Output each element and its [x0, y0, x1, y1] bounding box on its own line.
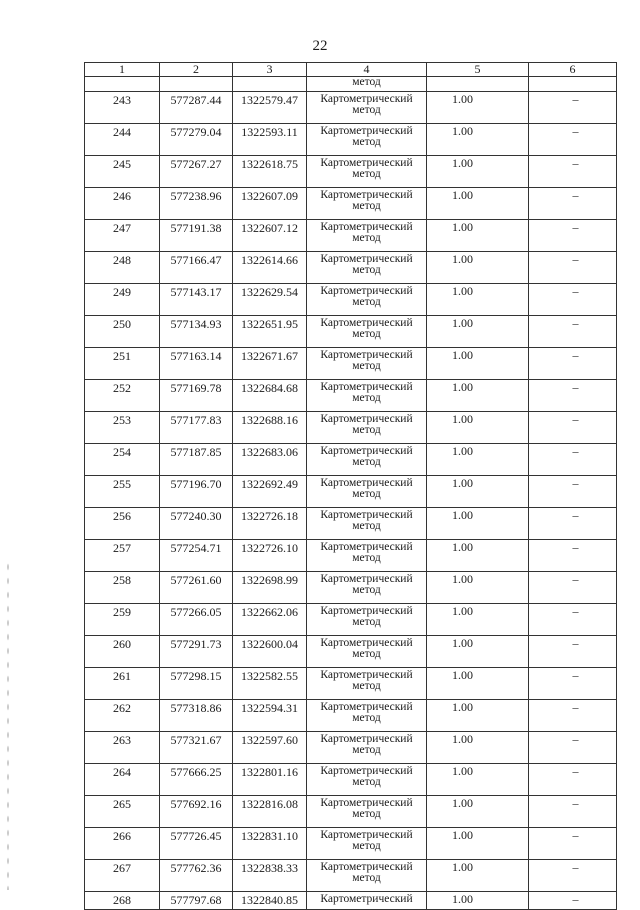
method-cell: [307, 476, 427, 508]
y-coordinate-cell: 1322607.09: [233, 188, 307, 220]
table-row: [85, 604, 617, 636]
point-number-cell: 264: [85, 764, 160, 796]
precision-cell: 1.00: [427, 892, 529, 910]
method-line-2: метод: [352, 296, 381, 308]
point-number-cell: 262: [85, 700, 160, 732]
method-line-1: Картометрический: [320, 765, 413, 777]
column-header-method: 4: [307, 63, 427, 77]
method-line-1: Картометрический: [320, 317, 413, 329]
point-number-cell: 255: [85, 476, 160, 508]
x-coordinate-cell: 577187.85: [160, 444, 233, 476]
description-dash: –: [572, 860, 579, 874]
column-header-description: 6: [529, 63, 617, 77]
method-line-2: метод: [352, 328, 381, 340]
y-coordinate-cell: 1322582.55: [233, 668, 307, 700]
x-coordinate-cell: 577240.30: [160, 508, 233, 540]
description-cell: [529, 572, 617, 604]
y-coordinate-cell: 1322651.95: [233, 316, 307, 348]
table-row: [85, 764, 617, 796]
x-coordinate-cell: 577762.36: [160, 860, 233, 892]
method-cell: [307, 732, 427, 764]
table-row: [85, 732, 617, 764]
description-cell: [529, 380, 617, 412]
precision-cell: 1.00: [427, 828, 529, 860]
x-coordinate-cell: 577177.83: [160, 412, 233, 444]
description-cell: [529, 668, 617, 700]
description-cell: [529, 220, 617, 252]
description-cell: [529, 604, 617, 636]
point-number-cell: 251: [85, 348, 160, 380]
point-number-cell: 257: [85, 540, 160, 572]
method-line-1: Картометрический: [320, 157, 413, 169]
y-coordinate-cell: 1322600.04: [233, 636, 307, 668]
method-cell: [307, 828, 427, 860]
y-coordinate-cell: 1322698.99: [233, 572, 307, 604]
point-number-cell: 259: [85, 604, 160, 636]
point-number-cell: 249: [85, 284, 160, 316]
method-cell: [307, 124, 427, 156]
continuation-row: [85, 77, 617, 92]
point-number-cell: 250: [85, 316, 160, 348]
description-dash: –: [572, 508, 579, 522]
point-number-cell: 268: [85, 892, 160, 910]
y-coordinate-cell: 1322816.08: [233, 796, 307, 828]
y-coordinate-cell: 1322594.31: [233, 700, 307, 732]
method-line-2: метод: [352, 456, 381, 468]
column-header-x: 2: [160, 63, 233, 77]
y-coordinate-cell: 1322838.33: [233, 860, 307, 892]
table-row: [85, 252, 617, 284]
description-dash: –: [572, 412, 579, 426]
method-cell: [307, 604, 427, 636]
table-row: [85, 124, 617, 156]
precision-cell: 1.00: [427, 540, 529, 572]
point-number-cell: 265: [85, 796, 160, 828]
method-line-2: метод: [352, 392, 381, 404]
table-row: [85, 284, 617, 316]
x-coordinate-cell: 577318.86: [160, 700, 233, 732]
point-number-cell: 246: [85, 188, 160, 220]
table-row: [85, 188, 617, 220]
table-row: [85, 476, 617, 508]
method-line-2: метод: [352, 104, 381, 116]
method-line-1: Картометрический: [320, 189, 413, 201]
precision-cell: 1.00: [427, 124, 529, 156]
table-row: [85, 316, 617, 348]
precision-cell: 1.00: [427, 252, 529, 284]
description-dash: –: [572, 380, 579, 394]
description-cell: [529, 188, 617, 220]
continuation-method: метод: [307, 77, 427, 92]
description-cell: [529, 636, 617, 668]
description-dash: –: [572, 220, 579, 234]
x-coordinate-cell: 577279.04: [160, 124, 233, 156]
method-line-2: метод: [352, 840, 381, 852]
point-number-cell: 267: [85, 860, 160, 892]
method-line-1: Картометрический: [320, 797, 413, 809]
method-line-1: Картометрический: [320, 285, 413, 297]
description-dash: –: [572, 476, 579, 490]
description-cell: [529, 124, 617, 156]
point-number-cell: 245: [85, 156, 160, 188]
y-coordinate-cell: 1322614.66: [233, 252, 307, 284]
x-coordinate-cell: 577261.60: [160, 572, 233, 604]
precision-cell: 1.00: [427, 92, 529, 124]
description-cell: [529, 476, 617, 508]
description-cell: [529, 860, 617, 892]
x-coordinate-cell: 577726.45: [160, 828, 233, 860]
description-cell: [529, 444, 617, 476]
point-number-cell: 247: [85, 220, 160, 252]
method-line-1: Картометрический: [320, 701, 413, 713]
point-number-cell: 254: [85, 444, 160, 476]
description-dash: –: [572, 92, 579, 106]
x-coordinate-cell: 577266.05: [160, 604, 233, 636]
description-dash: –: [572, 156, 579, 170]
description-dash: –: [572, 284, 579, 298]
precision-cell: 1.00: [427, 604, 529, 636]
description-dash: –: [572, 796, 579, 810]
table-row: [85, 444, 617, 476]
description-cell: [529, 316, 617, 348]
method-line-2: метод: [352, 648, 381, 660]
precision-cell: 1.00: [427, 316, 529, 348]
method-cell: [307, 92, 427, 124]
method-line-1: Картометрический: [320, 669, 413, 681]
method-cell: [307, 316, 427, 348]
method-line-2: метод: [352, 584, 381, 596]
description-dash: –: [572, 252, 579, 266]
table-row: [85, 540, 617, 572]
method-cell: [307, 796, 427, 828]
column-header-precision: 5: [427, 63, 529, 77]
table-row: [85, 700, 617, 732]
x-coordinate-cell: 577191.38: [160, 220, 233, 252]
method-line-2: метод: [352, 232, 381, 244]
point-number-cell: 244: [85, 124, 160, 156]
y-coordinate-cell: 1322726.18: [233, 508, 307, 540]
method-cell: [307, 252, 427, 284]
method-cell: [307, 412, 427, 444]
table-row: [85, 860, 617, 892]
description-dash: –: [572, 668, 579, 682]
method-line-2: метод: [352, 616, 381, 628]
x-coordinate-cell: 577298.15: [160, 668, 233, 700]
precision-cell: 1.00: [427, 412, 529, 444]
description-cell: [529, 828, 617, 860]
y-coordinate-cell: 1322801.16: [233, 764, 307, 796]
method-line-1: Картометрический: [320, 733, 413, 745]
table-row: [85, 348, 617, 380]
x-coordinate-cell: 577291.73: [160, 636, 233, 668]
point-number-cell: 260: [85, 636, 160, 668]
x-coordinate-cell: 577169.78: [160, 380, 233, 412]
precision-cell: 1.00: [427, 636, 529, 668]
description-cell: [529, 284, 617, 316]
description-cell: [529, 764, 617, 796]
method-line-2: метод: [352, 552, 381, 564]
method-cell: [307, 636, 427, 668]
method-cell: [307, 348, 427, 380]
y-coordinate-cell: 1322683.06: [233, 444, 307, 476]
x-coordinate-cell: 577238.96: [160, 188, 233, 220]
description-dash: –: [572, 572, 579, 586]
y-coordinate-cell: 1322597.60: [233, 732, 307, 764]
x-coordinate-cell: 577196.70: [160, 476, 233, 508]
method-line-2: метод: [352, 264, 381, 276]
precision-cell: 1.00: [427, 188, 529, 220]
method-line-2: метод: [352, 200, 381, 212]
method-cell: [307, 380, 427, 412]
x-coordinate-cell: 577134.93: [160, 316, 233, 348]
description-cell: [529, 412, 617, 444]
precision-cell: 1.00: [427, 156, 529, 188]
method-line-2: метод: [352, 168, 381, 180]
y-coordinate-cell: 1322726.10: [233, 540, 307, 572]
method-line-1: Картометрический: [320, 861, 413, 873]
method-line-2: метод: [352, 712, 381, 724]
y-coordinate-cell: 1322692.49: [233, 476, 307, 508]
table-row: [85, 828, 617, 860]
method-cell: [307, 188, 427, 220]
scan-artifact: [6, 560, 10, 890]
precision-cell: 1.00: [427, 284, 529, 316]
method-line-1: Картометрический: [320, 445, 413, 457]
table-row: [85, 636, 617, 668]
y-coordinate-cell: 1322607.12: [233, 220, 307, 252]
description-cell: [529, 892, 617, 910]
method-cell: Картометрический: [307, 892, 427, 910]
description-cell: [529, 92, 617, 124]
point-number-cell: 261: [85, 668, 160, 700]
x-coordinate-cell: 577254.71: [160, 540, 233, 572]
x-coordinate-cell: 577287.44: [160, 92, 233, 124]
y-coordinate-cell: 1322840.85: [233, 892, 307, 910]
x-coordinate-cell: 577267.27: [160, 156, 233, 188]
method-line-1: Картометрический: [320, 221, 413, 233]
method-line-1: Картометрический: [320, 477, 413, 489]
column-header-point-number: 1: [85, 63, 160, 77]
page-number: 22: [312, 38, 328, 54]
description-dash: –: [572, 636, 579, 650]
method-cell: [307, 860, 427, 892]
table-row: [85, 220, 617, 252]
description-cell: [529, 508, 617, 540]
description-dash: –: [572, 316, 579, 330]
table-row: [85, 412, 617, 444]
description-cell: [529, 732, 617, 764]
method-line-1: Картометрический: [320, 573, 413, 585]
description-dash: –: [572, 604, 579, 618]
method-cell: [307, 156, 427, 188]
table-row: [85, 668, 617, 700]
point-number-cell: 263: [85, 732, 160, 764]
x-coordinate-cell: 577166.47: [160, 252, 233, 284]
table-row: [85, 508, 617, 540]
precision-cell: 1.00: [427, 508, 529, 540]
point-number-cell: 252: [85, 380, 160, 412]
method-cell: [307, 508, 427, 540]
description-cell: [529, 348, 617, 380]
coordinates-table: [84, 62, 617, 910]
table-row: [85, 572, 617, 604]
point-number-cell: 248: [85, 252, 160, 284]
precision-cell: 1.00: [427, 476, 529, 508]
method-line-1: Картометрический: [320, 605, 413, 617]
precision-cell: 1.00: [427, 572, 529, 604]
precision-cell: 1.00: [427, 380, 529, 412]
method-line-2: метод: [352, 488, 381, 500]
description-cell: [529, 796, 617, 828]
point-number-cell: 243: [85, 92, 160, 124]
table-row: [85, 92, 617, 124]
method-line-1: Картометрический: [320, 413, 413, 425]
y-coordinate-cell: 1322688.16: [233, 412, 307, 444]
column-header-y: 3: [233, 63, 307, 77]
precision-cell: 1.00: [427, 860, 529, 892]
method-line-2: метод: [352, 360, 381, 372]
method-line-2: метод: [352, 424, 381, 436]
x-coordinate-cell: 577692.16: [160, 796, 233, 828]
precision-cell: 1.00: [427, 220, 529, 252]
method-cell: [307, 220, 427, 252]
y-coordinate-cell: 1322831.10: [233, 828, 307, 860]
precision-cell: 1.00: [427, 796, 529, 828]
method-line-1: Картометрический: [320, 253, 413, 265]
method-line-2: метод: [352, 744, 381, 756]
description-dash: –: [572, 188, 579, 202]
x-coordinate-cell: 577143.17: [160, 284, 233, 316]
y-coordinate-cell: 1322629.54: [233, 284, 307, 316]
precision-cell: 1.00: [427, 444, 529, 476]
description-dash: –: [572, 732, 579, 746]
table-row: [85, 892, 617, 910]
description-cell: [529, 252, 617, 284]
description-dash: –: [572, 348, 579, 362]
point-number-cell: 253: [85, 412, 160, 444]
precision-cell: 1.00: [427, 668, 529, 700]
x-coordinate-cell: 577321.67: [160, 732, 233, 764]
description-cell: [529, 700, 617, 732]
method-line-2: метод: [352, 776, 381, 788]
x-coordinate-cell: 577797.68: [160, 892, 233, 910]
y-coordinate-cell: 1322593.11: [233, 124, 307, 156]
y-coordinate-cell: 1322579.47: [233, 92, 307, 124]
description-dash: –: [572, 828, 579, 842]
x-coordinate-cell: 577666.25: [160, 764, 233, 796]
y-coordinate-cell: 1322684.68: [233, 380, 307, 412]
description-cell: [529, 540, 617, 572]
precision-cell: 1.00: [427, 732, 529, 764]
point-number-cell: 256: [85, 508, 160, 540]
method-line-1: Картометрический: [320, 509, 413, 521]
method-cell: [307, 540, 427, 572]
method-cell: [307, 284, 427, 316]
description-dash: –: [572, 540, 579, 554]
method-line-1: Картометрический: [320, 829, 413, 841]
method-line-1: Картометрический: [320, 637, 413, 649]
method-line-2: метод: [352, 872, 381, 884]
description-dash: –: [572, 764, 579, 778]
method-cell: [307, 668, 427, 700]
method-cell: [307, 764, 427, 796]
point-number-cell: 258: [85, 572, 160, 604]
method-cell: [307, 572, 427, 604]
method-line-2: метод: [352, 136, 381, 148]
description-dash: –: [572, 444, 579, 458]
precision-cell: 1.00: [427, 700, 529, 732]
table-header-row: [85, 63, 617, 77]
table-row: [85, 380, 617, 412]
method-cell: [307, 444, 427, 476]
method-line-1: Картометрический: [320, 349, 413, 361]
precision-cell: 1.00: [427, 764, 529, 796]
method-line-2: метод: [352, 808, 381, 820]
y-coordinate-cell: 1322662.06: [233, 604, 307, 636]
y-coordinate-cell: 1322618.75: [233, 156, 307, 188]
method-line-1: Картометрический: [320, 93, 413, 105]
x-coordinate-cell: 577163.14: [160, 348, 233, 380]
precision-cell: 1.00: [427, 348, 529, 380]
table-row: [85, 156, 617, 188]
description-dash: –: [572, 892, 579, 906]
y-coordinate-cell: 1322671.67: [233, 348, 307, 380]
method-line-2: метод: [352, 680, 381, 692]
table-row: [85, 796, 617, 828]
method-cell: [307, 700, 427, 732]
method-line-1: Картометрический: [320, 381, 413, 393]
point-number-cell: 266: [85, 828, 160, 860]
description-dash: –: [572, 700, 579, 714]
method-line-1: Картометрический: [320, 541, 413, 553]
method-line-2: метод: [352, 520, 381, 532]
method-line-1: Картометрический: [320, 125, 413, 137]
description-dash: –: [572, 124, 579, 138]
description-cell: [529, 156, 617, 188]
